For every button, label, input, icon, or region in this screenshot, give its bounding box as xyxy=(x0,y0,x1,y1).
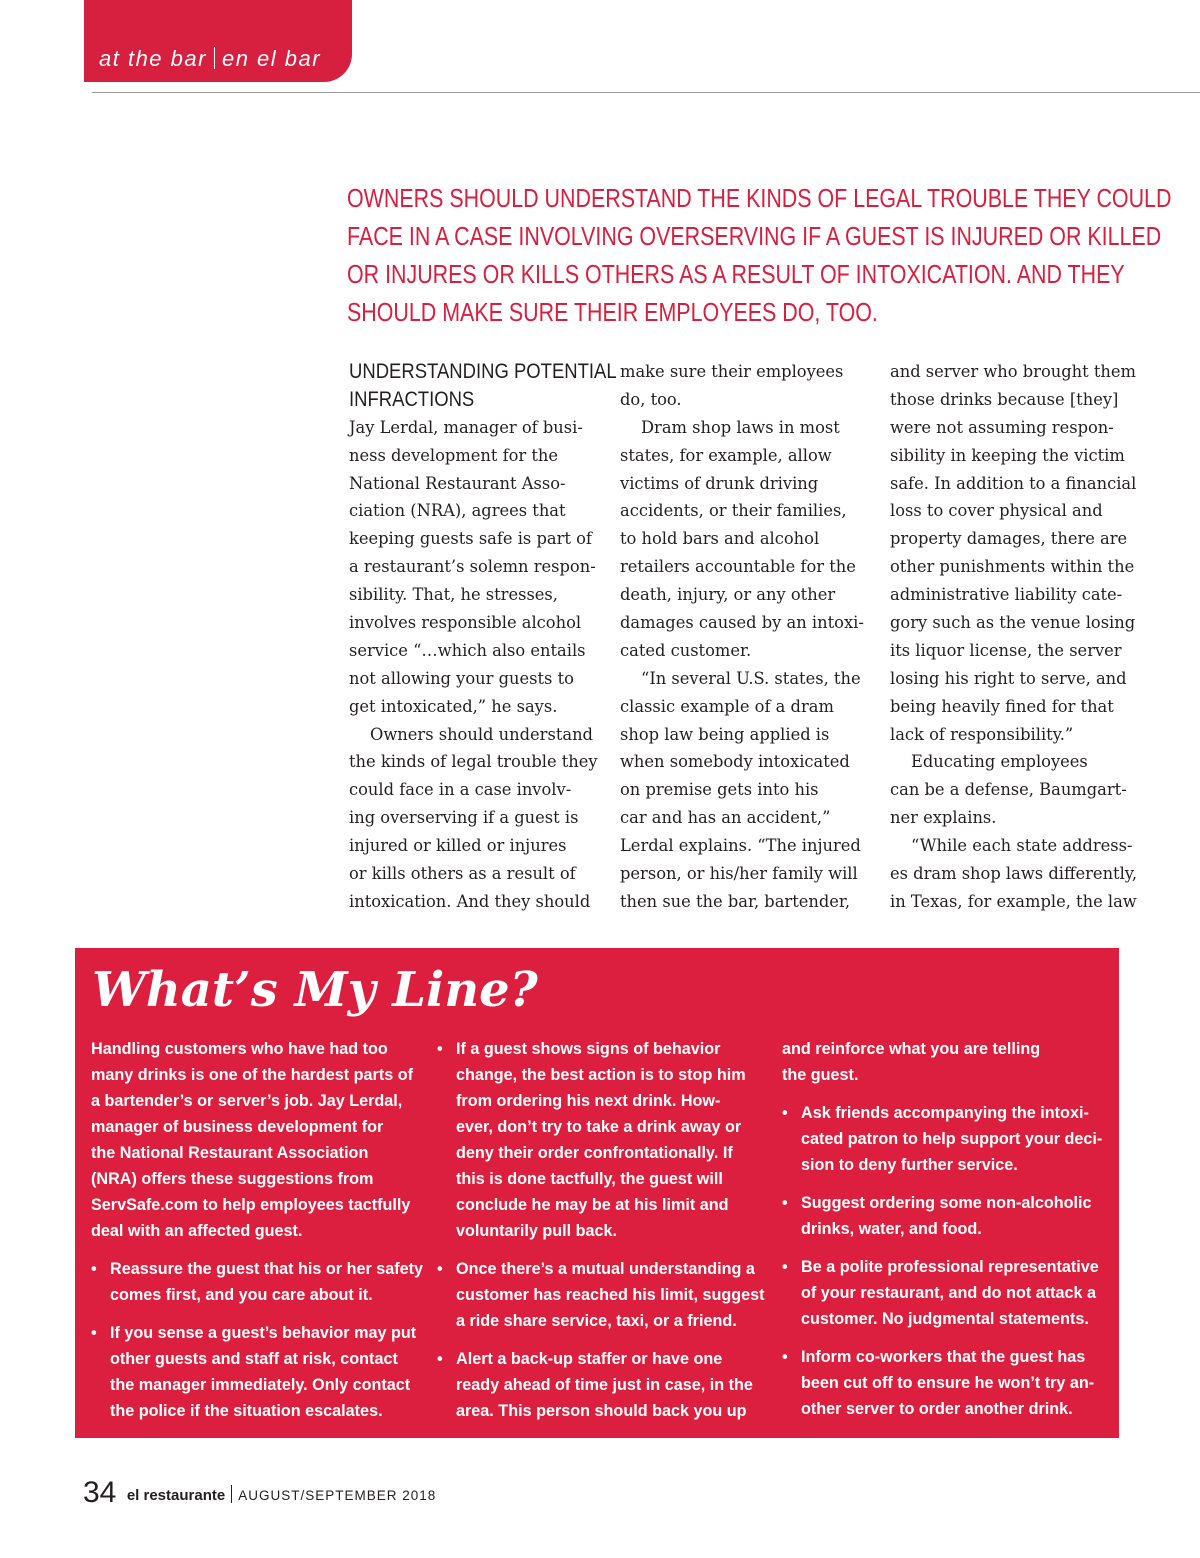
sidebar-bullet-line: area. This person should back you up xyxy=(456,1402,747,1420)
sidebar-text-line: and reinforce what you are telling xyxy=(782,1040,1041,1058)
sidebar-intro-line: manager of business development for xyxy=(91,1118,384,1136)
pull-quote-line: OWNERS SHOULD UNDERSTAND THE KINDS OF LEGAL TROUBLE THEY COULD xyxy=(347,185,1172,213)
body-text-line: keeping guests safe is part of xyxy=(349,529,592,549)
body-text-line: retailers accountable for the xyxy=(620,557,856,577)
body-text-line: Owners should understand xyxy=(370,724,593,744)
body-text-line: when somebody intoxicated xyxy=(620,752,850,772)
pull-quote-line: OR INJURES OR KILLS OTHERS AS A RESULT OF INTOXICATION. AND THEY xyxy=(347,261,1125,289)
sidebar-bullet-line: other guests and staff at risk, contact xyxy=(110,1350,398,1368)
sidebar-bullet-line: been cut off to ensure he won’t try an- xyxy=(801,1374,1095,1392)
body-text-line: lack of responsibility.” xyxy=(890,724,1074,744)
body-text-line: es dram shop laws differently, xyxy=(890,864,1138,884)
body-text-line: loss to cover physical and xyxy=(890,501,1103,521)
sidebar-bullet-item xyxy=(782,1254,1112,1332)
article-column-2 xyxy=(620,358,864,916)
sidebar-column-1 xyxy=(91,1036,424,1424)
body-text-line: get intoxicated,” he says. xyxy=(349,696,558,716)
section-heading: UNDERSTANDING POTENTIAL xyxy=(349,360,617,383)
body-text-line: make sure their employees xyxy=(620,362,844,381)
sidebar-bullet-line: • Ask friends accompanying the intoxi- xyxy=(801,1104,1089,1122)
header-rule xyxy=(92,92,1200,93)
body-text-line: death, injury, or any other xyxy=(620,585,836,605)
sidebar-intro-line: ServSafe.com to help employees tactfully xyxy=(91,1196,411,1214)
sidebar-bullet-line: a ride share service, taxi, or a friend. xyxy=(456,1312,737,1330)
body-text-line: safe. In addition to a financial xyxy=(890,473,1137,493)
article-column-1-body xyxy=(349,414,598,916)
sidebar-bullet-line: comes first, and you care about it. xyxy=(110,1286,373,1304)
body-text-line: involves responsible alcohol xyxy=(349,613,582,633)
sidebar-bullet-item xyxy=(782,1344,1112,1422)
issue-date: AUGUST/SEPTEMBER 2018 xyxy=(238,1488,437,1503)
sidebar-intro-line: Handling customers who have had too xyxy=(91,1040,388,1058)
sidebar-bullet-line: • Suggest ordering some non-alcoholic xyxy=(801,1194,1092,1212)
body-text-line: then sue the bar, bartender, xyxy=(620,891,851,911)
sidebar-intro-line: deal with an affected guest. xyxy=(91,1222,303,1240)
page-number: 34 xyxy=(83,1476,117,1509)
sidebar-bullet-line: this is done tactfully, the guest will xyxy=(456,1170,723,1188)
body-text-line: Dram shop laws in most xyxy=(641,417,840,437)
sidebar-intro-line: many drinks is one of the hardest parts of xyxy=(91,1066,414,1084)
sidebar-bullet-line: customer. No judgmental statements. xyxy=(801,1310,1089,1328)
body-text-line: not allowing your guests to xyxy=(349,668,574,688)
sidebar-bullet-item xyxy=(91,1256,424,1308)
sidebar-bullet-item xyxy=(437,1036,767,1244)
sidebar-bullet-line: • Once there’s a mutual understanding a xyxy=(456,1260,755,1278)
sidebar-bullet-item xyxy=(437,1256,767,1334)
section-label-divider xyxy=(214,47,215,69)
body-text-line: ness development for the xyxy=(349,445,559,465)
body-text-line: car and has an accident,” xyxy=(620,808,831,828)
body-text-line: can be a defense, Baumgart- xyxy=(890,780,1127,800)
body-text-line: in Texas, for example, the law xyxy=(890,891,1137,911)
sidebar-list-2 xyxy=(437,1036,767,1424)
body-text-line: those drinks because [they] xyxy=(890,389,1119,409)
body-text-line: “In several U.S. states, the xyxy=(641,668,861,688)
section-label-english: at the bar xyxy=(99,46,207,71)
sidebar-bullet-line: change, the best action is to stop him xyxy=(456,1066,746,1084)
sidebar-bullet-line: • If you sense a guest’s behavior may put xyxy=(110,1324,417,1342)
sidebar-bullet-line: cated patron to help support your deci- xyxy=(801,1130,1103,1148)
body-text-line: “While each state address- xyxy=(911,836,1133,856)
page-footer xyxy=(83,1476,436,1510)
section-label-spanish: en el bar xyxy=(221,46,322,71)
sidebar-intro-line: a bartender’s or server’s job. Jay Lerdal, xyxy=(91,1092,403,1110)
sidebar-bullet-line: deny their order confrontationally. If xyxy=(456,1144,733,1162)
article-column-1 xyxy=(349,358,617,916)
sidebar-text-line: the guest. xyxy=(782,1066,859,1084)
section-label xyxy=(99,46,321,72)
body-text-line: National Restaurant Asso- xyxy=(349,473,566,493)
body-text-line: were not assuming respon- xyxy=(890,417,1114,437)
pull-quote xyxy=(347,180,1172,332)
body-text-line: property damages, there are xyxy=(890,529,1128,549)
sidebar-bullet-line: other server to order another drink. xyxy=(801,1400,1073,1418)
pull-quote-line: SHOULD MAKE SURE THEIR EMPLOYEES DO, TOO. xyxy=(347,299,878,327)
body-text-line: ing overserving if a guest is xyxy=(349,808,579,828)
sidebar-bullet-line: from ordering his next drink. How- xyxy=(456,1092,721,1110)
sidebar-list-3 xyxy=(782,1100,1112,1422)
sidebar-bullet-line: the manager immediately. Only contact xyxy=(110,1376,411,1394)
sidebar-continuation xyxy=(782,1036,1112,1088)
sidebar-column-3 xyxy=(782,1036,1112,1422)
sidebar-bullet-line: • Inform co-workers that the guest has xyxy=(801,1348,1086,1366)
body-text-line: losing his right to serve, and xyxy=(890,668,1127,688)
body-text-line: sibility in keeping the victim xyxy=(890,445,1125,465)
body-text-line: a restaurant’s solemn respon- xyxy=(349,557,596,577)
body-text-line: on premise gets into his xyxy=(620,780,819,800)
sidebar-bullet-line: of your restaurant, and do not attack a xyxy=(801,1284,1097,1302)
sidebar-intro-line: (NRA) offers these suggestions from xyxy=(91,1170,374,1188)
body-text-line: gory such as the venue losing xyxy=(890,613,1136,633)
body-text-line: Lerdal explains. “The injured xyxy=(620,836,861,856)
sidebar-bullet-item xyxy=(782,1100,1112,1178)
body-text-line: being heavily fined for that xyxy=(890,696,1114,716)
body-text-line: classic example of a dram xyxy=(620,696,834,716)
sidebar-bullet-item xyxy=(782,1190,1112,1242)
sidebar-bullet-line: • If a guest shows signs of behavior xyxy=(456,1040,721,1058)
body-text-line: states, for example, allow xyxy=(620,445,832,465)
body-text-line: shop law being applied is xyxy=(620,724,830,744)
sidebar-list-1 xyxy=(91,1256,424,1424)
sidebar-title: What’s My Line? xyxy=(92,962,538,1018)
body-text-line: injured or killed or injures xyxy=(349,836,567,856)
body-text-line: could face in a case involv- xyxy=(349,780,572,800)
body-text-line: service “…which also entails xyxy=(349,640,586,660)
magazine-name: el restaurante xyxy=(126,1487,226,1504)
sidebar-bullet-item xyxy=(437,1346,767,1424)
body-text-line: or kills others as a result of xyxy=(349,864,576,884)
body-text-line: cated customer. xyxy=(620,640,752,660)
pull-quote-line: FACE IN A CASE INVOLVING OVERSERVING IF A GUEST IS INJURED OR KILLED xyxy=(347,223,1162,251)
sidebar-column-2 xyxy=(437,1036,767,1424)
body-text-line: its liquor license, the server xyxy=(890,640,1122,660)
body-text-line: to hold bars and alcohol xyxy=(620,529,820,549)
article-column-3 xyxy=(890,358,1138,916)
footer-divider xyxy=(231,1485,232,1503)
body-text-line: administrative liability cate- xyxy=(890,585,1123,605)
body-text-line: do, too. xyxy=(620,389,682,409)
sidebar-bullet-line: customer has reached his limit, suggest xyxy=(456,1286,765,1304)
body-text-line: other punishments within the xyxy=(890,557,1135,577)
body-text-line: ciation (NRA), agrees that xyxy=(349,501,566,521)
sidebar-bullet-line: voluntarily pull back. xyxy=(456,1222,618,1240)
sidebar-bullet-item xyxy=(91,1320,421,1424)
sidebar-bullet-line: • Alert a back-up staffer or have one xyxy=(456,1350,723,1368)
sidebar-bullet-line: sion to deny further service. xyxy=(801,1156,1018,1174)
sidebar-intro xyxy=(91,1036,421,1244)
body-text-line: damages caused by an intoxi- xyxy=(620,613,864,633)
body-text-line: Jay Lerdal, manager of busi- xyxy=(349,417,583,437)
sidebar-bullet-line: drinks, water, and food. xyxy=(801,1220,982,1238)
body-text-line: sibility. That, he stresses, xyxy=(349,585,558,605)
body-text-line: victims of drunk driving xyxy=(620,473,819,493)
body-text-line: the kinds of legal trouble they xyxy=(349,752,598,772)
body-text-line: Educating employees xyxy=(911,752,1088,772)
body-text-line: ner explains. xyxy=(890,808,997,828)
sidebar-bullet-line: • Reassure the guest that his or her safety xyxy=(110,1260,424,1278)
sidebar-bullet-line: the police if the situation escalates. xyxy=(110,1402,383,1420)
body-text-line: accidents, or their families, xyxy=(620,501,847,521)
section-heading: INFRACTIONS xyxy=(349,387,475,411)
sidebar-bullet-line: ready ahead of time just in case, in the xyxy=(456,1376,753,1394)
body-text-line: intoxication. And they should xyxy=(349,891,591,911)
sidebar-bullet-line: conclude he may be at his limit and xyxy=(456,1196,729,1214)
body-text-line: person, or his/her family will xyxy=(620,864,858,884)
sidebar-bullet-line: • Be a polite professional representative xyxy=(801,1258,1099,1276)
sidebar-intro-line: the National Restaurant Association xyxy=(91,1144,369,1162)
body-text-line: and server who brought them xyxy=(890,362,1136,381)
sidebar-bullet-line: ever, don’t try to take a drink away or xyxy=(456,1118,742,1136)
